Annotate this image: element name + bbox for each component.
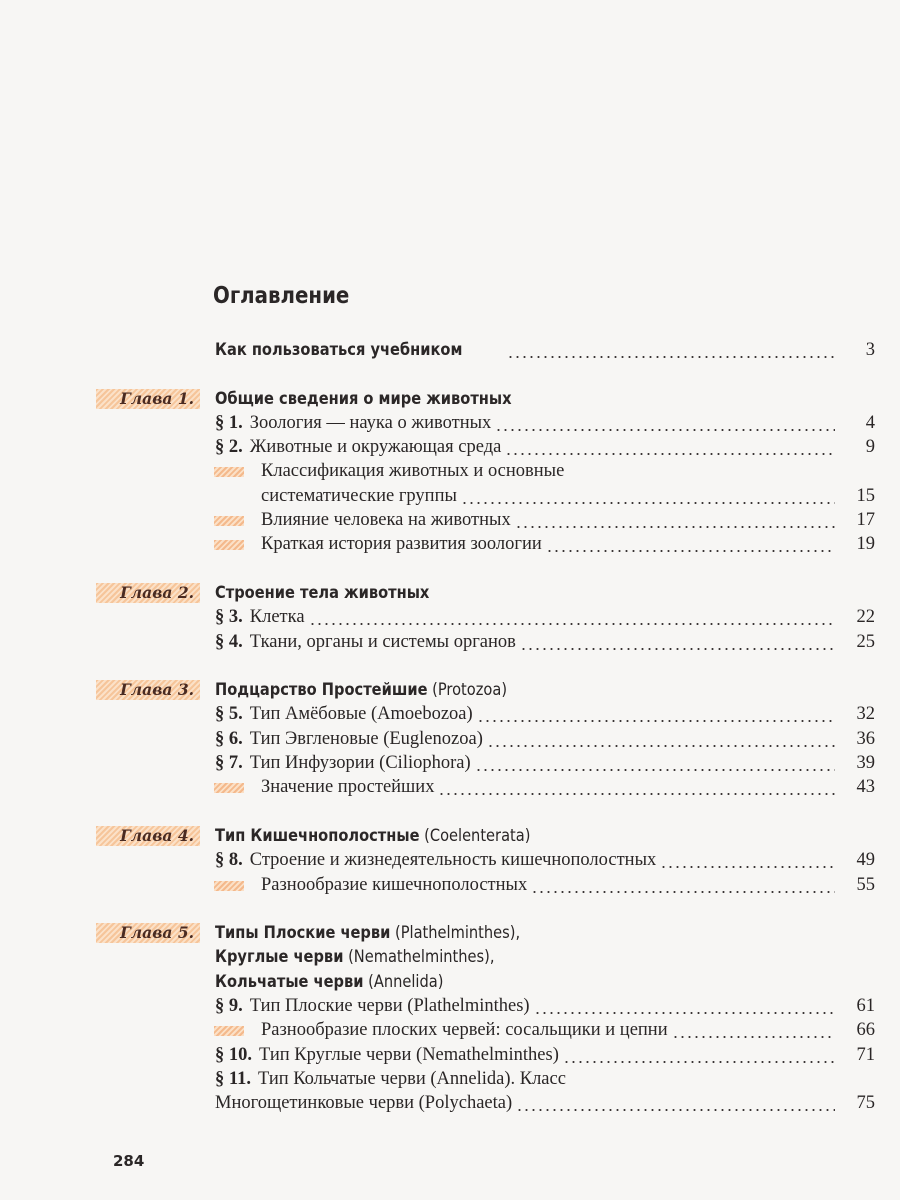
spacer: [0, 897, 900, 921]
toc-entry-section[interactable]: [0, 702, 900, 726]
chapter-label: Глава 4.: [96, 826, 200, 846]
entry-content: [215, 1043, 875, 1067]
chapter-title: [215, 921, 875, 945]
dot-leader: [672, 1018, 835, 1042]
page-ref: 75: [856, 1093, 875, 1114]
entry-content: [215, 630, 875, 654]
toc-entry-supplementary[interactable]: [0, 459, 900, 483]
chapter-label: Глава 1.: [96, 389, 200, 409]
entry-text: Значение простейших: [261, 777, 435, 798]
dot-leader: [505, 435, 835, 459]
entry-text: систематические группы: [261, 485, 457, 506]
section-number: § 3.: [215, 607, 243, 628]
chapter-title-text: [215, 387, 512, 411]
section-number: § 5.: [215, 704, 243, 725]
chapter-title-bold: Круглые черви: [215, 947, 344, 968]
entry-content: [261, 459, 875, 483]
toc-entry-supplementary[interactable]: [0, 1018, 900, 1042]
dot-leader: [477, 702, 835, 726]
dot-leader: [531, 873, 835, 897]
entry-content: [215, 994, 875, 1018]
chapter-heading[interactable]: [0, 921, 900, 945]
toc-entry-supplementary[interactable]: [0, 775, 900, 799]
supplementary-marker-icon: [214, 783, 244, 793]
chapter-title-bold: Подцарство Простейшие: [215, 680, 428, 701]
chapter-title-latin: (Protozoa): [427, 680, 508, 701]
entry-text: Животные и окружающая среда: [249, 437, 502, 458]
page-ref: 55: [856, 874, 875, 895]
entry-text: Клетка: [249, 607, 305, 628]
toc-entry-section[interactable]: [0, 1067, 900, 1091]
entry-text: Зоология — наука о животных: [249, 412, 492, 433]
toc-entry-supplementary[interactable]: [0, 873, 900, 897]
entry-text: Тип Амёбовые (Amoebozoa): [249, 704, 473, 725]
toc-entry-section[interactable]: [0, 751, 900, 775]
page-ref: 19: [856, 534, 875, 555]
entry-content: [215, 1091, 875, 1115]
toc-entry-supplementary[interactable]: [0, 532, 900, 556]
chapter-title: [215, 824, 875, 848]
spacer: [0, 800, 900, 824]
page-ref: 32: [856, 704, 875, 725]
page-ref: 17: [856, 510, 875, 531]
entry-content: [261, 775, 875, 799]
page-ref: 36: [856, 728, 875, 749]
entry-content: [215, 411, 875, 435]
chapter-title-bold: Тип Кишечнополостные: [215, 825, 420, 846]
entry-content: [215, 435, 875, 459]
dot-leader: [520, 630, 835, 654]
dot-leader: [487, 727, 835, 751]
toc-entry-section[interactable]: [0, 1043, 900, 1067]
entry-content: [215, 605, 875, 629]
toc-entry-section[interactable]: [0, 605, 900, 629]
dot-leader: [438, 775, 835, 799]
page-ref: 71: [856, 1044, 875, 1065]
page-ref: 43: [856, 777, 875, 798]
section-number: § 11.: [215, 1068, 251, 1089]
page-ref: 3: [865, 340, 875, 360]
section-number: § 7.: [215, 753, 243, 774]
entry-content: [215, 338, 875, 362]
page-ref: 9: [865, 437, 875, 458]
page-ref: 39: [856, 753, 875, 774]
entry-content: [261, 508, 875, 532]
dot-leader: [534, 994, 835, 1018]
entry-text: Тип Круглые черви (Nemathelminthes): [259, 1044, 559, 1065]
page-ref: 15: [856, 485, 875, 506]
entry-content: [261, 873, 875, 897]
entry-text: Краткая история развития зоологии: [261, 534, 542, 555]
spacer: [0, 362, 900, 386]
chapter-label: Глава 5.: [96, 923, 200, 943]
chapter-title-latin: (Annelida): [363, 971, 444, 992]
entry-text: Строение и жизнедеятельность кишечнополостных: [249, 850, 657, 871]
chapter-heading[interactable]: [0, 970, 900, 994]
entry-text: [215, 338, 462, 362]
chapter-title: [215, 387, 875, 411]
chapter-title-text: [215, 970, 443, 994]
dot-leader: [546, 532, 835, 556]
entry-text: Влияние человека на животных: [261, 510, 511, 531]
entry-text: Ткани, органы и системы органов: [249, 631, 516, 652]
dot-leader: [309, 605, 835, 629]
entry-title: Как пользоваться учебником: [215, 340, 463, 360]
chapter-title: [215, 678, 875, 702]
page-title: Оглавление: [213, 283, 350, 309]
supplementary-marker-icon: [214, 540, 244, 550]
section-number: § 10.: [215, 1044, 252, 1065]
section-number: § 4.: [215, 631, 243, 652]
chapter-title-bold: Типы Плоские черви: [215, 923, 391, 944]
entry-content: [215, 848, 875, 872]
chapter-title: [215, 581, 875, 605]
entry-content: [215, 702, 875, 726]
chapter-label: Глава 2.: [96, 583, 200, 603]
dot-leader: [507, 338, 835, 362]
toc-entry-section[interactable]: [0, 727, 900, 751]
toc-entry-section[interactable]: [0, 411, 900, 435]
page-ref: 66: [856, 1020, 875, 1041]
entry-content: [261, 1018, 875, 1042]
page-ref: 4: [865, 412, 875, 433]
dot-leader: [515, 508, 835, 532]
chapter-heading[interactable]: [0, 581, 900, 605]
toc-entry-section[interactable]: [0, 848, 900, 872]
toc-entry-section[interactable]: [0, 994, 900, 1018]
toc-entry-supplementary[interactable]: [0, 508, 900, 532]
section-number: § 6.: [215, 728, 243, 749]
chapter-title-text: [215, 824, 530, 848]
dot-leader: [495, 411, 835, 435]
entry-text: Классификация животных и основные: [261, 461, 565, 482]
section-number: § 1.: [215, 412, 243, 433]
chapter-title-bold: Строение тела животных: [215, 582, 430, 603]
chapter-title-bold: Общие сведения о мире животных: [215, 388, 512, 409]
entry-content: [215, 751, 875, 775]
page-ref: 61: [856, 996, 875, 1017]
dot-leader: [660, 848, 835, 872]
chapter-heading[interactable]: [0, 824, 900, 848]
chapter-title-text: [215, 921, 520, 945]
section-number: § 8.: [215, 850, 243, 871]
entry-text: Тип Кольчатые черви (Annelida). Класс: [257, 1068, 566, 1089]
dot-leader: [475, 751, 835, 775]
entry-text: Многощетинковые черви (Polychaeta): [215, 1093, 513, 1114]
page-number: 284: [113, 1152, 145, 1170]
spacer: [0, 557, 900, 581]
toc-entry-section[interactable]: [0, 435, 900, 459]
chapter-title-bold: Кольчатые черви: [215, 971, 364, 992]
entry-text: Тип Эвгленовые (Euglenozoa): [249, 728, 483, 749]
supplementary-marker-icon: [214, 1026, 244, 1036]
chapter-title-latin: (Plathelminthes),: [390, 923, 521, 944]
entry-content: [215, 1067, 875, 1091]
toc-entry-section[interactable]: [0, 630, 900, 654]
section-number: § 9.: [215, 996, 243, 1017]
chapter-title-text: [215, 581, 429, 605]
page-ref: 22: [856, 607, 875, 628]
toc-entry-intro[interactable]: [0, 338, 900, 362]
supplementary-marker-icon: [214, 516, 244, 526]
section-number: § 2.: [215, 437, 243, 458]
chapter-title-latin: (Nemathelminthes),: [343, 947, 495, 968]
chapter-title-latin: (Coelenterata): [419, 825, 531, 846]
chapter-label: Глава 3.: [96, 680, 200, 700]
chapter-title: [215, 970, 875, 994]
toc-entry-supplementary[interactable]: [0, 484, 900, 508]
table-of-contents: [0, 338, 900, 1116]
chapter-title: [215, 945, 875, 969]
entry-content: [215, 727, 875, 751]
dot-leader: [516, 1091, 835, 1115]
chapter-heading[interactable]: [0, 945, 900, 969]
chapter-title-text: [215, 678, 507, 702]
page-ref: 25: [856, 631, 875, 652]
entry-content: [261, 532, 875, 556]
spacer: [0, 654, 900, 678]
supplementary-marker-icon: [214, 881, 244, 891]
supplementary-marker-icon: [214, 467, 244, 477]
entry-text: Тип Инфузории (Ciliophora): [249, 753, 471, 774]
chapter-heading[interactable]: [0, 678, 900, 702]
dot-leader: [563, 1043, 835, 1067]
chapter-heading[interactable]: [0, 387, 900, 411]
dot-leader: [461, 484, 835, 508]
entry-text: Разнообразие плоских червей: сосальщики и цепни: [261, 1020, 668, 1041]
toc-entry-section[interactable]: [0, 1091, 900, 1115]
chapter-title-text: [215, 945, 495, 969]
page-ref: 49: [856, 850, 875, 871]
entry-text: Разнообразие кишечнополостных: [261, 874, 528, 895]
entry-text: Тип Плоские черви (Plathelminthes): [249, 996, 530, 1017]
entry-content: [261, 484, 875, 508]
